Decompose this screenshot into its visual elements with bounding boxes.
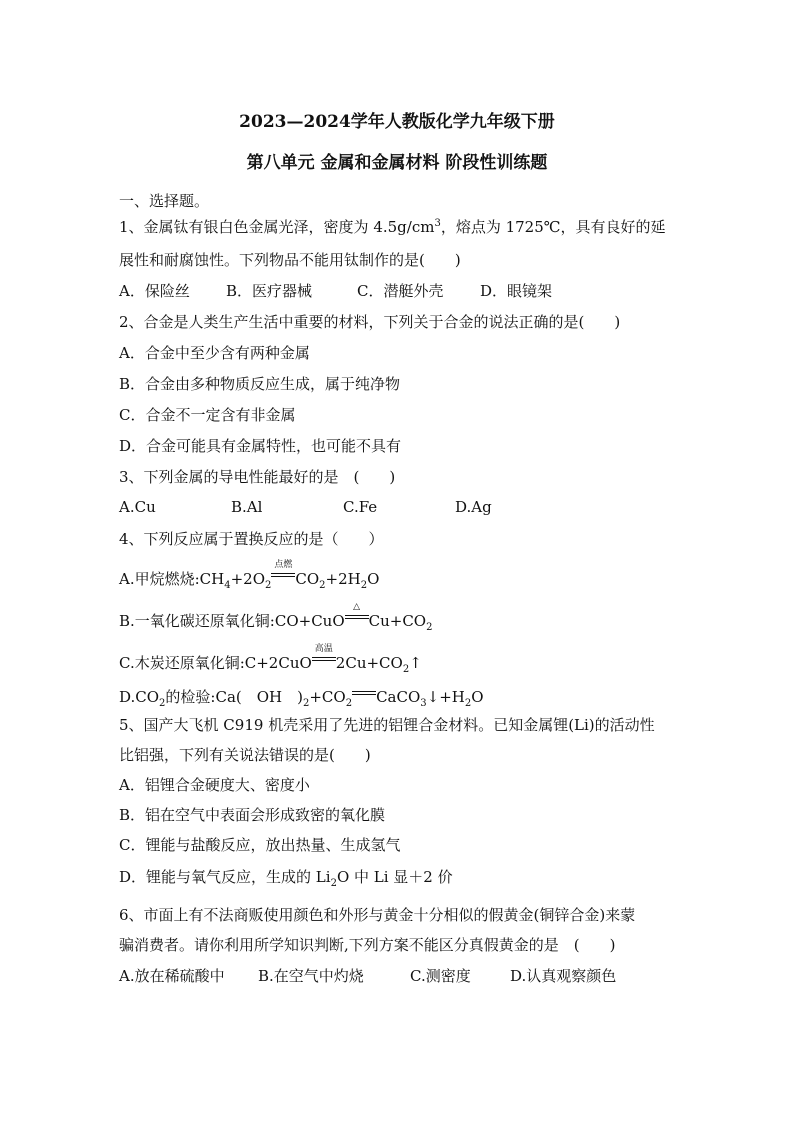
question-3-option-c: C.Fe [343,498,378,516]
question-1-stem-line2: 展性和耐腐蚀性。下列物品不能用钛制作的是( ) [119,251,461,269]
question-3-option-d: D.Ag [455,498,492,516]
reaction-arrow: 点燃 [271,570,295,584]
question-5-option-b: B．铝在空气中表面会形成致密的氧化膜 [119,806,386,824]
question-5-option-c: C．锂能与盐酸反应，放出热量、生成氢气 [119,836,401,854]
question-5-option-a: A．铝锂合金硬度大、密度小 [119,776,310,794]
question-6-option-d: D.认真观察颜色 [510,967,617,985]
question-6-stem-line1: 6、市面上有不法商贩使用颜色和外形与黄金十分相似的假黄金(铜锌合金)来蒙 [119,906,636,924]
question-4-option-b: B.一氧化碳还原氧化铜:CO+CuO △ $Cu+CO_2$ [119,602,433,633]
question-3-stem: 3、下列金属的导电性能最好的是 ( ) [119,468,396,486]
question-1-option-a: A．保险丝 [119,282,190,300]
document-title: 2023—2024学年人教版化学九年级下册 [239,112,555,132]
question-2-option-c: C．合金不一定含有非金属 [119,406,296,424]
question-6-stem-line2: 骗消费者。请你利用所学知识判断,下列方案不能区分真假黄金的是 ( ) [119,936,616,954]
question-4-stem: 4、下列反应属于置换反应的是（ ） [119,530,384,548]
question-5-option-d: D．锂能与氧气反应，生成的 $Li_2O$ 中 Li 显＋2 价 [119,868,453,889]
question-4-option-d: $D.CO_2$的检验:Ca( OH )$_2+CO_2$ $CaCO_3↓+H_2O$ [119,688,484,709]
question-1-option-d: D．眼镜架 [480,282,553,300]
question-6-option-b: B.在空气中灼烧 [258,967,364,985]
document-subtitle: 第八单元 金属和金属材料 阶段性训练题 [246,153,548,173]
question-4-option-a: A.甲烷燃烧$:CH_4+2O_2$ 点燃 $CO_2+2H_2O$ [119,560,380,591]
question-1-option-b: B．医疗器械 [226,282,313,300]
question-3-option-b: B.Al [231,498,263,516]
section-heading: 一、选择题。 [119,192,210,210]
question-6-option-c: C.测密度 [410,967,471,985]
question-4-option-c: C.木炭还原氧化铜:C+2CuO 高温 $2Cu+CO_2↑$ [119,644,422,675]
question-5-stem-line2: 比铝强，下列有关说法错误的是( ) [119,746,371,764]
question-1-option-c: C．潜艇外壳 [357,282,444,300]
reaction-arrow: 高温 [312,654,336,668]
question-6-option-a: A.放在稀硫酸中 [119,967,225,985]
question-2-option-a: A．合金中至少含有两种金属 [119,344,310,362]
reaction-arrow [352,688,376,702]
question-1-stem-line1: 1、金属钛有银白色金属光泽，密度为 $4.5g/cm^3$，熔点为 1725℃，具有良好的延 [119,218,666,236]
question-2-option-b: B．合金由多种物质反应生成，属于纯净物 [119,375,401,393]
question-5-stem-line1: 5、国产大飞机 C919 机壳采用了先进的铝锂合金材料。已知金属锂(Li)的活动性 [119,716,655,734]
question-2-stem: 2、合金是人类生产生活中重要的材料，下列关于合金的说法正确的是( ) [119,313,621,331]
reaction-arrow: △ [345,612,369,626]
question-2-option-d: D．合金可能具有金属特性，也可能不具有 [119,437,402,455]
question-3-option-a: A.Cu [119,498,156,516]
